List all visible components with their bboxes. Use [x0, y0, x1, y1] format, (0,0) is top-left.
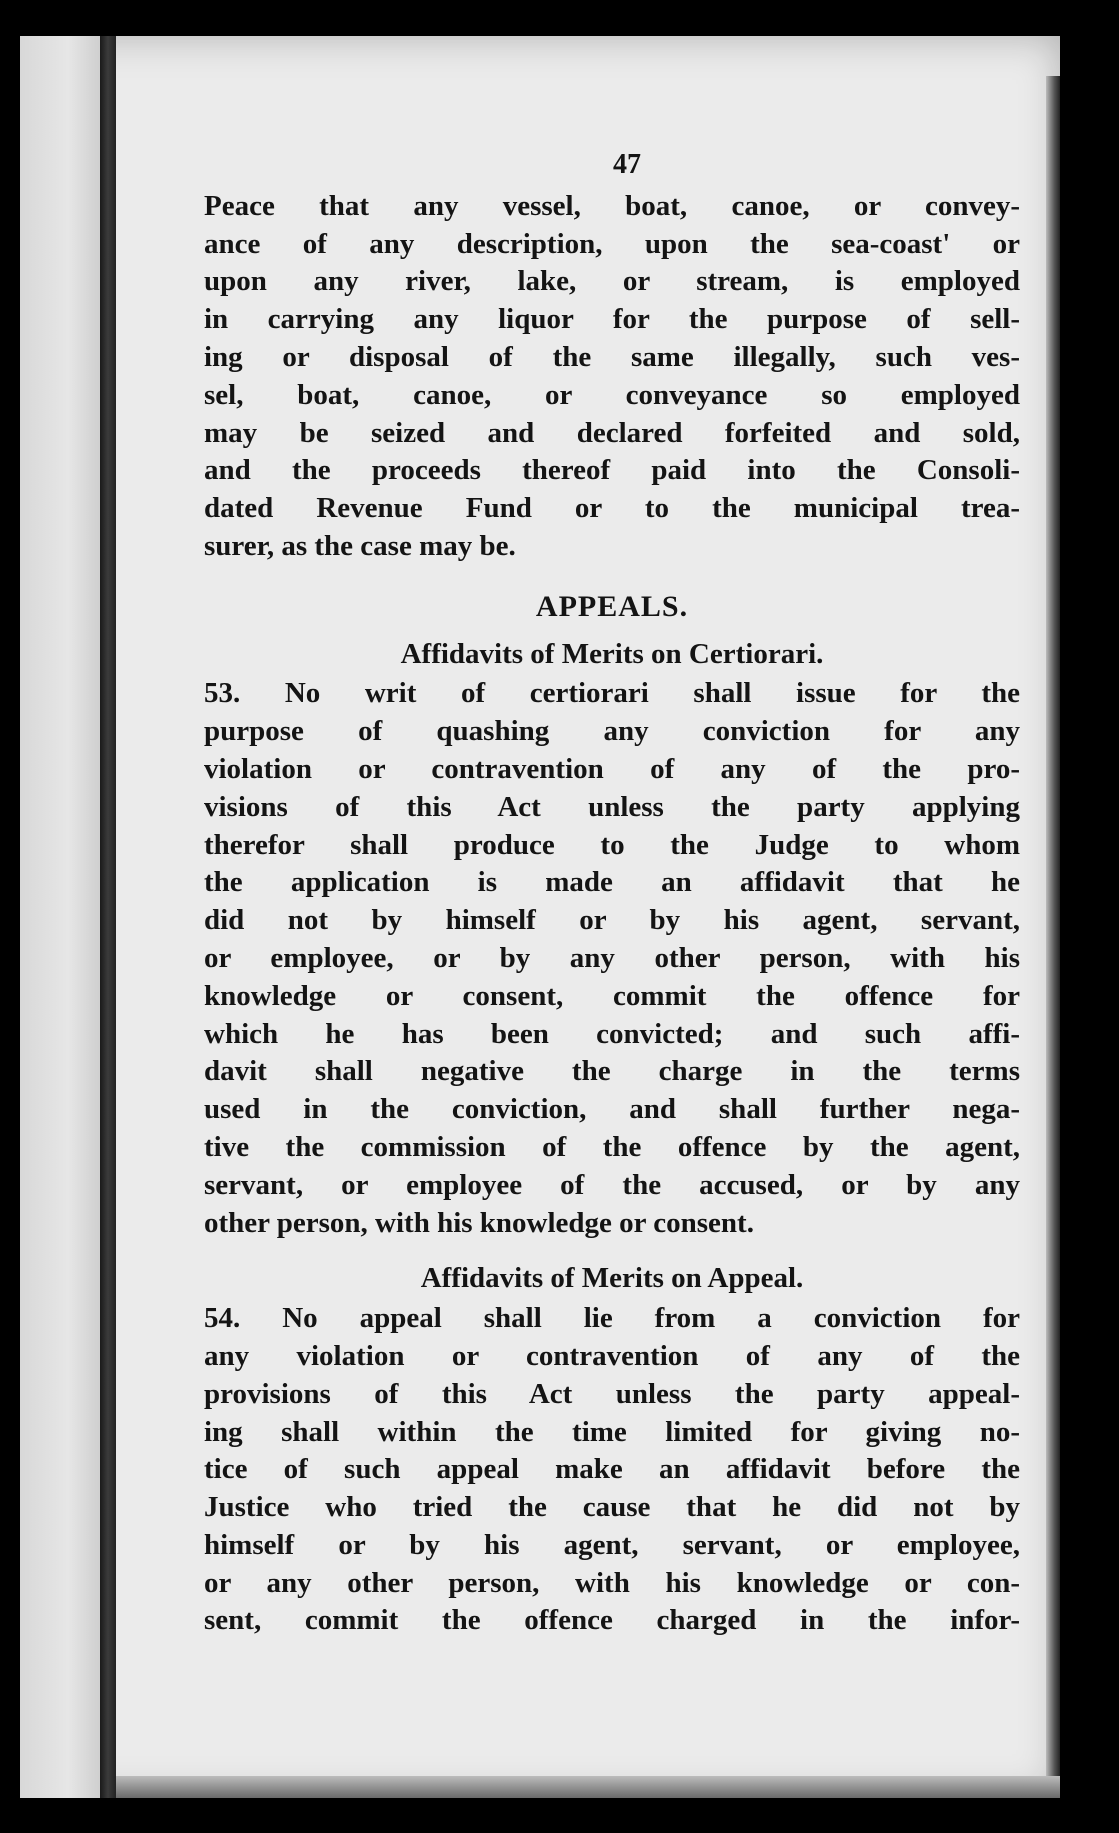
- text-line: servant, or employee of the accused, or by any: [204, 1168, 1020, 1201]
- section-53-paragraph: [204, 675, 1020, 1242]
- text-line: Peace that any vessel, boat, canoe, or convey-: [204, 189, 1020, 222]
- section-heading: APPEALS.: [535, 589, 689, 623]
- text-line: may be seized and declared forfeited and sold,: [204, 416, 1020, 449]
- text-line: 54. No appeal shall lie from a conviction for: [204, 1302, 1020, 1335]
- section-54-paragraph: [204, 1300, 1020, 1640]
- text-line: dated Revenue Fund or to the municipal trea-: [204, 492, 1020, 525]
- text-line: used in the conviction, and shall further nega-: [204, 1093, 1020, 1126]
- page-right-edge: [1046, 76, 1060, 1776]
- text-line: provisions of this Act unless the party appeal-: [204, 1377, 1020, 1410]
- text-line: or any other person, with his knowledge or con-: [204, 1566, 1020, 1599]
- text-line: the application is made an affidavit that he: [204, 866, 1020, 899]
- text-line: other person, with his knowledge or consent.: [204, 1206, 754, 1239]
- text-line: did not by himself or by his agent, servant,: [204, 904, 1020, 937]
- text-line: davit shall negative the charge in the terms: [204, 1055, 1020, 1088]
- text-line: tive the commission of the offence by the agent,: [204, 1130, 1020, 1163]
- page-text: [204, 146, 1020, 1640]
- text-line: sel, boat, canoe, or conveyance so employed: [204, 378, 1020, 411]
- text-line: ing or disposal of the same illegally, such ves-: [204, 340, 1020, 373]
- text-line: Justice who tried the cause that he did not by: [204, 1491, 1020, 1524]
- text-line: ance of any description, upon the sea-coast' or: [204, 227, 1020, 260]
- text-line: himself or by his agent, servant, or employee,: [204, 1528, 1020, 1561]
- facing-page-edge: [20, 36, 100, 1798]
- text-line: therefor shall produce to the Judge to whom: [204, 828, 1020, 861]
- book-gutter: [100, 36, 116, 1798]
- text-line: violation or contravention of any of the pro-: [204, 752, 1020, 785]
- text-line: in carrying any liquor for the purpose of sell-: [204, 303, 1020, 336]
- text-line: 53. No writ of certiorari shall issue for the: [204, 677, 1020, 710]
- book-page: [20, 36, 1060, 1798]
- intro-paragraph: [204, 188, 1020, 566]
- text-line: surer, as the case may be.: [204, 529, 516, 562]
- text-line: any violation or contravention of any of the: [204, 1339, 1020, 1372]
- subheading-certiorari: Affidavits of Merits on Certiorari.: [400, 637, 824, 670]
- text-line: purpose of quashing any conviction for any: [204, 715, 1020, 748]
- text-line: and the proceeds thereof paid into the Consoli-: [204, 454, 1020, 487]
- text-line: upon any river, lake, or stream, is employed: [204, 265, 1020, 298]
- page-bottom-edge: [116, 1776, 1060, 1798]
- subheading-appeal: Affidavits of Merits on Appeal.: [420, 1262, 804, 1295]
- page-number: 47: [613, 149, 641, 180]
- text-line: which he has been convicted; and such affi-: [204, 1017, 1020, 1050]
- text-line: sent, commit the offence charged in the infor-: [204, 1604, 1020, 1637]
- text-line: visions of this Act unless the party applying: [204, 790, 1020, 823]
- text-line: tice of such appeal make an affidavit before the: [204, 1453, 1020, 1486]
- text-line: knowledge or consent, commit the offence for: [204, 979, 1020, 1012]
- text-line: or employee, or by any other person, with his: [204, 941, 1020, 974]
- text-line: ing shall within the time limited for giving no-: [204, 1415, 1020, 1448]
